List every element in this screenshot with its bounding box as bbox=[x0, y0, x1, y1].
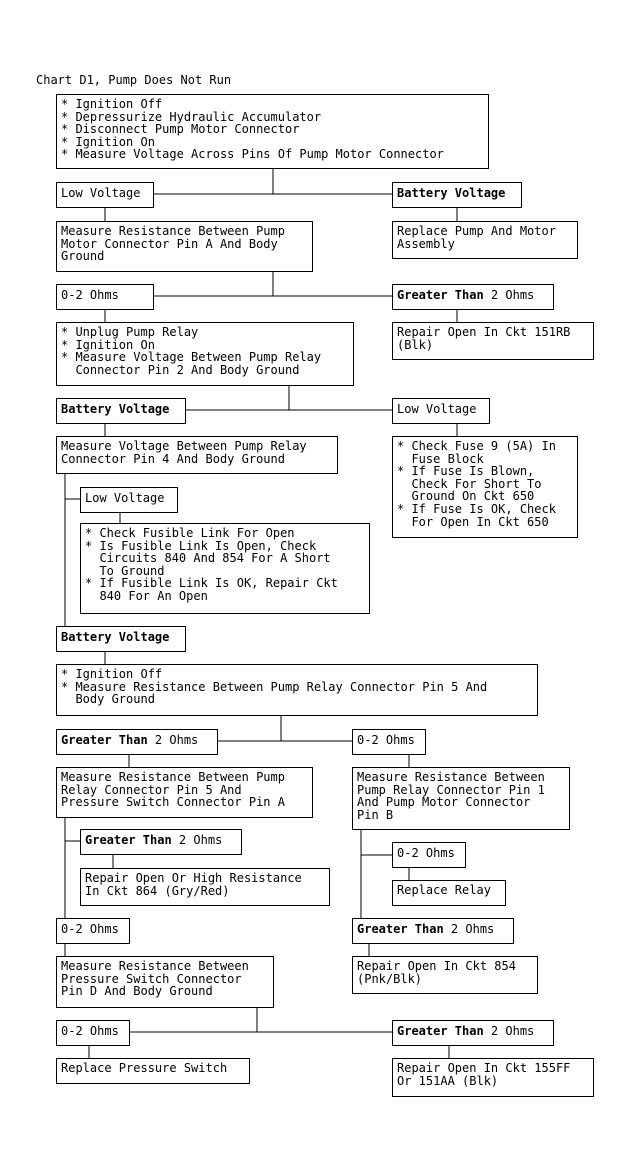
condition-label: Greater Than bbox=[397, 1024, 484, 1038]
condition-label: 0-2 Ohms bbox=[61, 922, 119, 936]
box-line: Check For Short To bbox=[397, 476, 542, 491]
box-line: * Ignition Off bbox=[61, 667, 163, 681]
box-line: Motor Connector Pin A And Body bbox=[61, 236, 278, 251]
action-replace-pressure-switch bbox=[56, 1058, 250, 1084]
branch-0-2-ohms bbox=[352, 729, 426, 755]
box-line: (Pnk/Blk) bbox=[357, 971, 423, 986]
box-line: * If Fusible Link Is OK, Repair Ckt bbox=[85, 576, 338, 591]
box-line: Fuse Block bbox=[397, 451, 484, 466]
condition-value: 2 Ohms bbox=[171, 833, 223, 847]
box-line: 840 For An Open bbox=[85, 588, 208, 603]
condition-label: Low Voltage bbox=[61, 186, 141, 200]
step-measure-relay-pin5-resistance bbox=[56, 664, 538, 716]
branch-greater-than-2-ohms bbox=[392, 1020, 554, 1046]
box-line: Body Ground bbox=[61, 692, 155, 707]
box-line: Replace Pressure Switch bbox=[61, 1061, 228, 1075]
branch-0-2-ohms bbox=[56, 1020, 130, 1046]
box-line: Repair Open Or High Resistance bbox=[85, 871, 302, 885]
step-measure-relay-to-motor-resistance bbox=[352, 767, 570, 830]
branch-0-2-ohms bbox=[56, 284, 154, 310]
branch-greater-than-2-ohms bbox=[56, 729, 218, 755]
condition-label: Battery Voltage bbox=[61, 630, 170, 644]
box-line: * Measure Voltage Between Pump Relay bbox=[61, 350, 322, 365]
box-line: Relay Connector Pin 5 And bbox=[61, 782, 242, 797]
box-line: In Ckt 864 (Gry/Red) bbox=[85, 883, 230, 898]
box-line: * Check Fuse 9 (5A) In bbox=[397, 439, 556, 453]
action-repair-ckt-854 bbox=[352, 956, 538, 994]
condition-value: 2 Ohms bbox=[443, 922, 495, 936]
branch-low-voltage bbox=[80, 487, 178, 513]
box-line: * If Fuse Is Blown, bbox=[397, 464, 535, 479]
action-replace-relay bbox=[392, 880, 506, 906]
box-line: * Ignition On bbox=[61, 337, 155, 352]
box-line: Assembly bbox=[397, 236, 455, 251]
condition-label: Greater Than bbox=[85, 833, 172, 847]
step-measure-relay-pin4-voltage bbox=[56, 436, 338, 474]
box-line: Connector Pin 2 And Body Ground bbox=[61, 362, 300, 377]
box-line: * Unplug Pump Relay bbox=[61, 325, 199, 339]
condition-label: Battery Voltage bbox=[61, 402, 170, 416]
box-line: Circuits 840 And 854 For A Short bbox=[85, 551, 331, 566]
branch-greater-than-2-ohms bbox=[352, 918, 514, 944]
box-line: Measure Voltage Between Pump Relay bbox=[61, 439, 307, 453]
branch-battery-voltage bbox=[392, 182, 522, 208]
box-line: Replace Pump And Motor bbox=[397, 224, 556, 238]
box-line: * Ignition Off bbox=[61, 97, 163, 111]
box-line: Replace Relay bbox=[397, 883, 491, 897]
branch-low-voltage bbox=[392, 398, 490, 424]
condition-label: 0-2 Ohms bbox=[61, 1024, 119, 1038]
condition-label: 0-2 Ohms bbox=[397, 846, 455, 860]
box-line: Connector Pin 4 And Body Ground bbox=[61, 451, 285, 466]
condition-label: Greater Than bbox=[61, 733, 148, 747]
condition-value: 2 Ohms bbox=[483, 1024, 535, 1038]
step-measure-pump-motor-resistance bbox=[56, 221, 313, 272]
box-line: Or 151AA (Blk) bbox=[397, 1073, 499, 1088]
box-line: And Pump Motor Connector bbox=[357, 795, 531, 810]
branch-battery-voltage bbox=[56, 398, 186, 424]
action-check-fuse-9 bbox=[392, 436, 578, 538]
chart-title: Chart D1, Pump Does Not Run bbox=[36, 73, 232, 87]
box-line: Ground On Ckt 650 bbox=[397, 489, 535, 504]
box-line: Pressure Switch Connector Pin A bbox=[61, 795, 285, 810]
condition-label: Battery Voltage bbox=[397, 186, 506, 200]
box-line: Measure Resistance Between bbox=[357, 770, 545, 784]
step-measure-pump-voltage bbox=[56, 94, 489, 169]
action-check-fusible-link bbox=[80, 523, 370, 614]
branch-0-2-ohms bbox=[392, 842, 466, 868]
step-measure-switch-pin-d-resistance bbox=[56, 956, 274, 1008]
action-replace-pump-motor bbox=[392, 221, 578, 259]
box-line: Ground bbox=[61, 249, 105, 264]
box-line: * Measure Resistance Between Pump Relay Connector Pin 5 And bbox=[61, 679, 488, 694]
step-unplug-pump-relay bbox=[56, 322, 354, 386]
box-line: * If Fuse Is OK, Check bbox=[397, 501, 556, 516]
box-line: To Ground bbox=[85, 563, 165, 578]
box-line: Pin D And Body Ground bbox=[61, 984, 213, 999]
condition-value: 2 Ohms bbox=[147, 733, 199, 747]
box-line: Pump Relay Connector Pin 1 bbox=[357, 782, 545, 797]
condition-label: Greater Than bbox=[397, 288, 484, 302]
box-line: Repair Open In Ckt 151RB bbox=[397, 325, 571, 339]
action-repair-ckt-864 bbox=[80, 868, 330, 906]
box-line: * Ignition On bbox=[61, 134, 155, 149]
branch-greater-than-2-ohms bbox=[392, 284, 554, 310]
step-measure-relay-to-switch-resistance bbox=[56, 767, 313, 818]
action-repair-ckt-151rb bbox=[392, 322, 594, 360]
box-line: * Is Fusible Link Is Open, Check bbox=[85, 538, 317, 553]
branch-battery-voltage bbox=[56, 626, 186, 652]
action-repair-ckt-155ff-151aa bbox=[392, 1058, 594, 1097]
condition-value: 2 Ohms bbox=[483, 288, 535, 302]
box-line: For Open In Ckt 650 bbox=[397, 514, 549, 529]
condition-label: 0-2 Ohms bbox=[61, 288, 119, 302]
condition-label: Greater Than bbox=[357, 922, 444, 936]
box-line: Measure Resistance Between Pump bbox=[61, 770, 285, 784]
box-line: Repair Open In Ckt 854 bbox=[357, 959, 516, 973]
box-line: Pin B bbox=[357, 807, 394, 822]
branch-low-voltage bbox=[56, 182, 154, 208]
condition-label: 0-2 Ohms bbox=[357, 733, 415, 747]
box-line: * Depressurize Hydraulic Accumulator bbox=[61, 109, 322, 124]
box-line: Measure Resistance Between bbox=[61, 959, 249, 973]
box-line: Repair Open In Ckt 155FF bbox=[397, 1061, 571, 1075]
condition-label: Low Voltage bbox=[397, 402, 477, 416]
branch-greater-than-2-ohms bbox=[80, 829, 242, 855]
box-line: * Measure Voltage Across Pins Of Pump Motor Connector bbox=[61, 147, 444, 162]
box-line: Pressure Switch Connector bbox=[61, 971, 242, 986]
branch-0-2-ohms bbox=[56, 918, 130, 944]
box-line: (Blk) bbox=[397, 337, 434, 352]
box-line: Measure Resistance Between Pump bbox=[61, 224, 285, 238]
condition-label: Low Voltage bbox=[85, 491, 165, 505]
box-line: * Check Fusible Link For Open bbox=[85, 526, 295, 540]
box-line: * Disconnect Pump Motor Connector bbox=[61, 122, 300, 137]
